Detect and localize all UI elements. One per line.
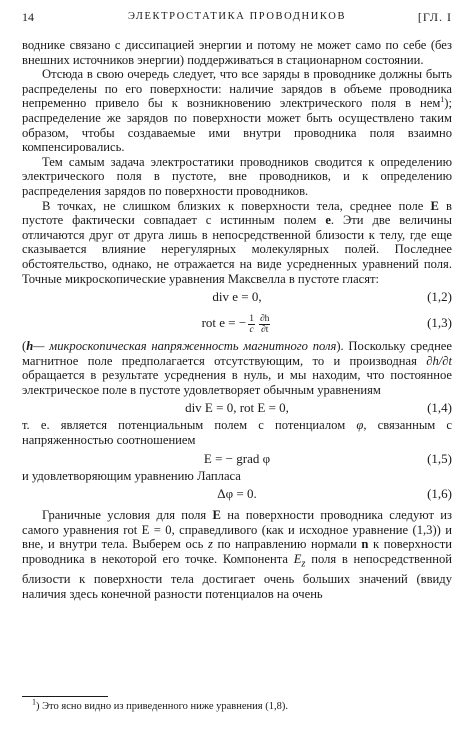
running-title: ЭЛЕКТРОСТАТИКА ПРОВОДНИКОВ: [127, 11, 347, 22]
footnote: $^1$) Это ясно видно из приведенного ниже уравнения (1,8).: [32, 697, 288, 712]
running-header: [22, 10, 452, 28]
paragraph-3: Тем самым задача электростатики проводников сводится к определению электрического поля в пустоте, вне проводников, и к определению распределения зарядов по поверхности проводников.: [22, 154, 452, 198]
paragraph-1: воднике связано с диссипацией энергии и потому не может само по себе (без внешних источников энергии) поддерживаться в стационарном состоянии.: [22, 38, 452, 67]
paragraph-6: т. е. является потенциальным полем с потенциалом φ, связанным с напряженностью соотношением: [22, 418, 452, 448]
page-body: [22, 38, 452, 601]
equation-1-3: rot e = − $\frac{1}{c}$ $\frac{\partial h}{\partial t}$ (1,3): [201, 313, 452, 335]
equation-1-4: div E = 0, rot E = 0, (1,4): [185, 400, 452, 416]
equation-1-5: E = − grad φ (1,5): [203, 450, 452, 466]
paragraph-5: (h— микроскопическая напряженность магнитного поля). Поскольку среднее магнитное поле предполагается отсутствующим, то и производная ∂h/∂t обращается в результате усреднения в нуль, и мы находим, что постоянное электрическое поле в пустоте удовлетворяет обычным уравнениям: [22, 339, 452, 397]
paragraph-2: Отсюда в свою очередь следует, что все заряды в проводнике должны быть распределены по его поверхности: наличие зарядов в объеме проводника непременно привело бы к возникновению электрического поля в нем$^1$); распределение же зарядов по поверхности может быть осуществлено таким образом, чтобы создаваемые ими внутри проводника поля взаимно компенсировались.: [22, 67, 452, 155]
paragraph-7: и удовлетворяющим уравнению Лапласа: [22, 468, 241, 483]
footnote-ref: 1: [440, 95, 445, 105]
page-number: 14: [22, 10, 34, 24]
page: [22, 10, 452, 601]
equation-1-6: Δφ = 0. (1,6): [217, 486, 452, 502]
paragraph-8: Граничные условия для поля E на поверхности проводника следуют из самого уравнения rot E = 0, справедливого (как и исходное уравнение (1,3)) и вне, и внутри тела. Выберем ось z по направлению нормали n к поверхности проводника в некоторой его точке. Компонента $E_z$ поля в непосредственной близости к поверхности тела достигает очень больших значений (ввиду наличия здесь конечной разности потенциалов на очень: [22, 508, 453, 601]
equation-1-2: div e = 0, (1,2): [212, 289, 452, 305]
paragraph-4: В точках, не слишком близких к поверхности тела, среднее поле E в пустоте фактически совпадает с истинным полем e. Эти две величины отличаются друг от друга лишь в непосредственной близости к телу, где еще сказывается влияние нерегулярных молекулярных полей. Последнее обстоятельство, однако, не отражается на виде усредненных уравнений поля. Точные микроскопические уравнения Максвелла в пустоте гласят:: [22, 198, 452, 286]
chapter-marker: [ГЛ. I: [417, 10, 452, 24]
